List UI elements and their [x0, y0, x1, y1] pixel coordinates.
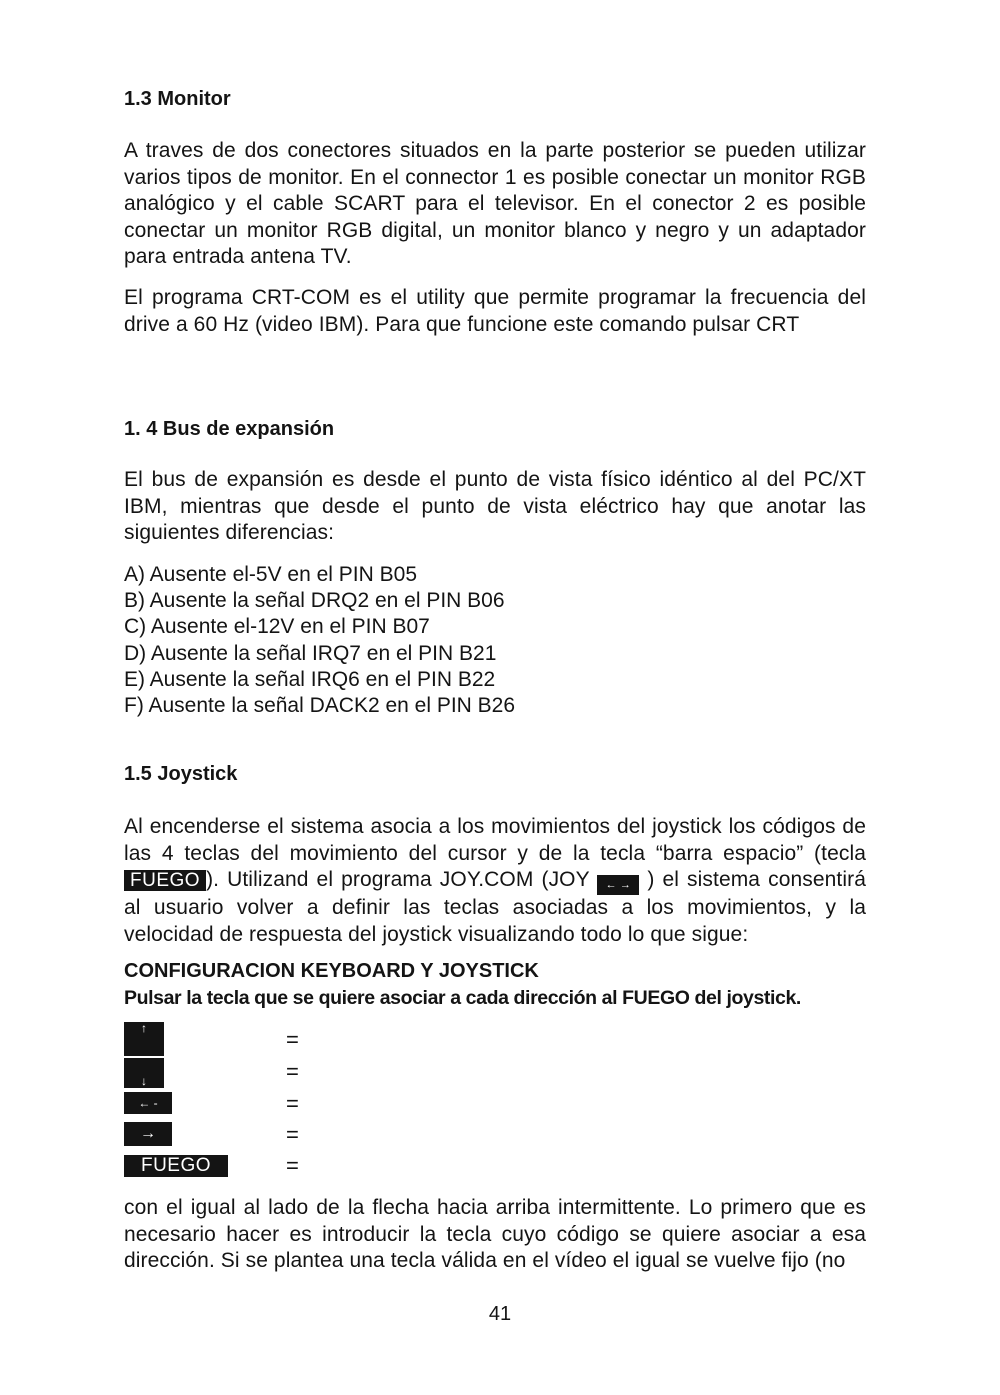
up-arrow-key-icon: ↑ [124, 1022, 164, 1056]
list-item: F) Ausente la señal DACK2 en el PIN B26 [124, 694, 516, 718]
list-item: E) Ausente la señal IRQ6 en el PIN B22 [124, 667, 496, 691]
config-title: CONFIGURACION KEYBOARD Y JOYSTICK [124, 960, 539, 982]
page-number: 41 [488, 1303, 512, 1325]
list-item: B) Ausente la señal DRQ2 en el PIN B06 [124, 589, 505, 613]
mapping-row-right [124, 1122, 524, 1152]
left-arrow-key-icon: ← - [124, 1092, 172, 1114]
monitor-paragraph-1: A traves de dos conectores situados en la parte posterior se pueden utilizar varios tipos de monitor. En el connector 1 es posible conectar un monitor RGB analógico y el cable SCART para el televisor. En el conector 2 es posible conectar un monitor RGB digital, un monitor blanco y negro y un adaptador para entrada antena TV. [124, 139, 866, 268]
mapping-equals: = [286, 1122, 299, 1147]
mapping-equals: = [286, 1153, 299, 1178]
joystick-paragraph-1: Al encenderse el sistema asocia a los movimientos del joystick los códigos de las 4 teclas del movimiento del cursor y de la tecla “barra espacio” (tecla FUEGO ). Utilizand el programa JOY.COM (JOY ← → ) el sistema consentirá al usuario volver a definir las teclas asociadas a los movimientos, y la velocidad de respuesta del joystick visualizando todo lo que sigue: [124, 815, 866, 946]
mapping-row-up [124, 1022, 524, 1052]
arrow-keys-icon: ← → [597, 875, 639, 895]
mapping-equals: = [286, 1027, 299, 1052]
bus-intro-paragraph: El bus de expansión es desde el punto de vista físico idéntico al del PC/XT IBM, mientras que desde el punto de vista eléctrico hay que anotar las siguientes diferencias: [124, 468, 866, 544]
mapping-equals: = [286, 1091, 299, 1116]
section-heading-bus: 1. 4 Bus de expansión [124, 418, 335, 440]
section-heading-monitor: 1.3 Monitor [124, 88, 231, 110]
list-item: A) Ausente el-5V en el PIN B05 [124, 563, 418, 586]
list-item: D) Ausente la señal IRQ7 en el PIN B21 [124, 641, 497, 665]
bus-differences-list [124, 562, 866, 719]
config-instruction: Pulsar la tecla que se quiere asociar a cada dirección al FUEGO del joystick. [124, 987, 801, 1009]
mapping-row-down [124, 1058, 524, 1088]
mapping-row-left [124, 1092, 524, 1122]
mapping-row-fuego [124, 1155, 524, 1185]
fuego-key-icon: FUEGO [124, 870, 206, 891]
monitor-paragraph-2: El programa CRT-COM es el utility que permite programar la frecuencia del drive a 60 Hz (video IBM). Para que funcione este comando pulsar CRT [124, 286, 866, 336]
joystick-paragraph-2: con el igual al lado de la flecha hacia arriba intermittente. Lo primero que es necesario hacer es introducir la tecla cuyo código se quiere asociar a esa dirección. Si se plantea una tecla válida en el vídeo el igual se vuelve fijo (no [124, 1196, 866, 1272]
down-arrow-key-icon: ↓ [124, 1058, 164, 1088]
right-arrow-key-icon: → [124, 1122, 172, 1146]
fuego-key-icon: FUEGO [124, 1155, 228, 1177]
mapping-equals: = [286, 1059, 299, 1084]
section-heading-joystick: 1.5 Joystick [124, 763, 238, 785]
list-item: C) Ausente el-12V en el PIN B07 [124, 615, 430, 639]
